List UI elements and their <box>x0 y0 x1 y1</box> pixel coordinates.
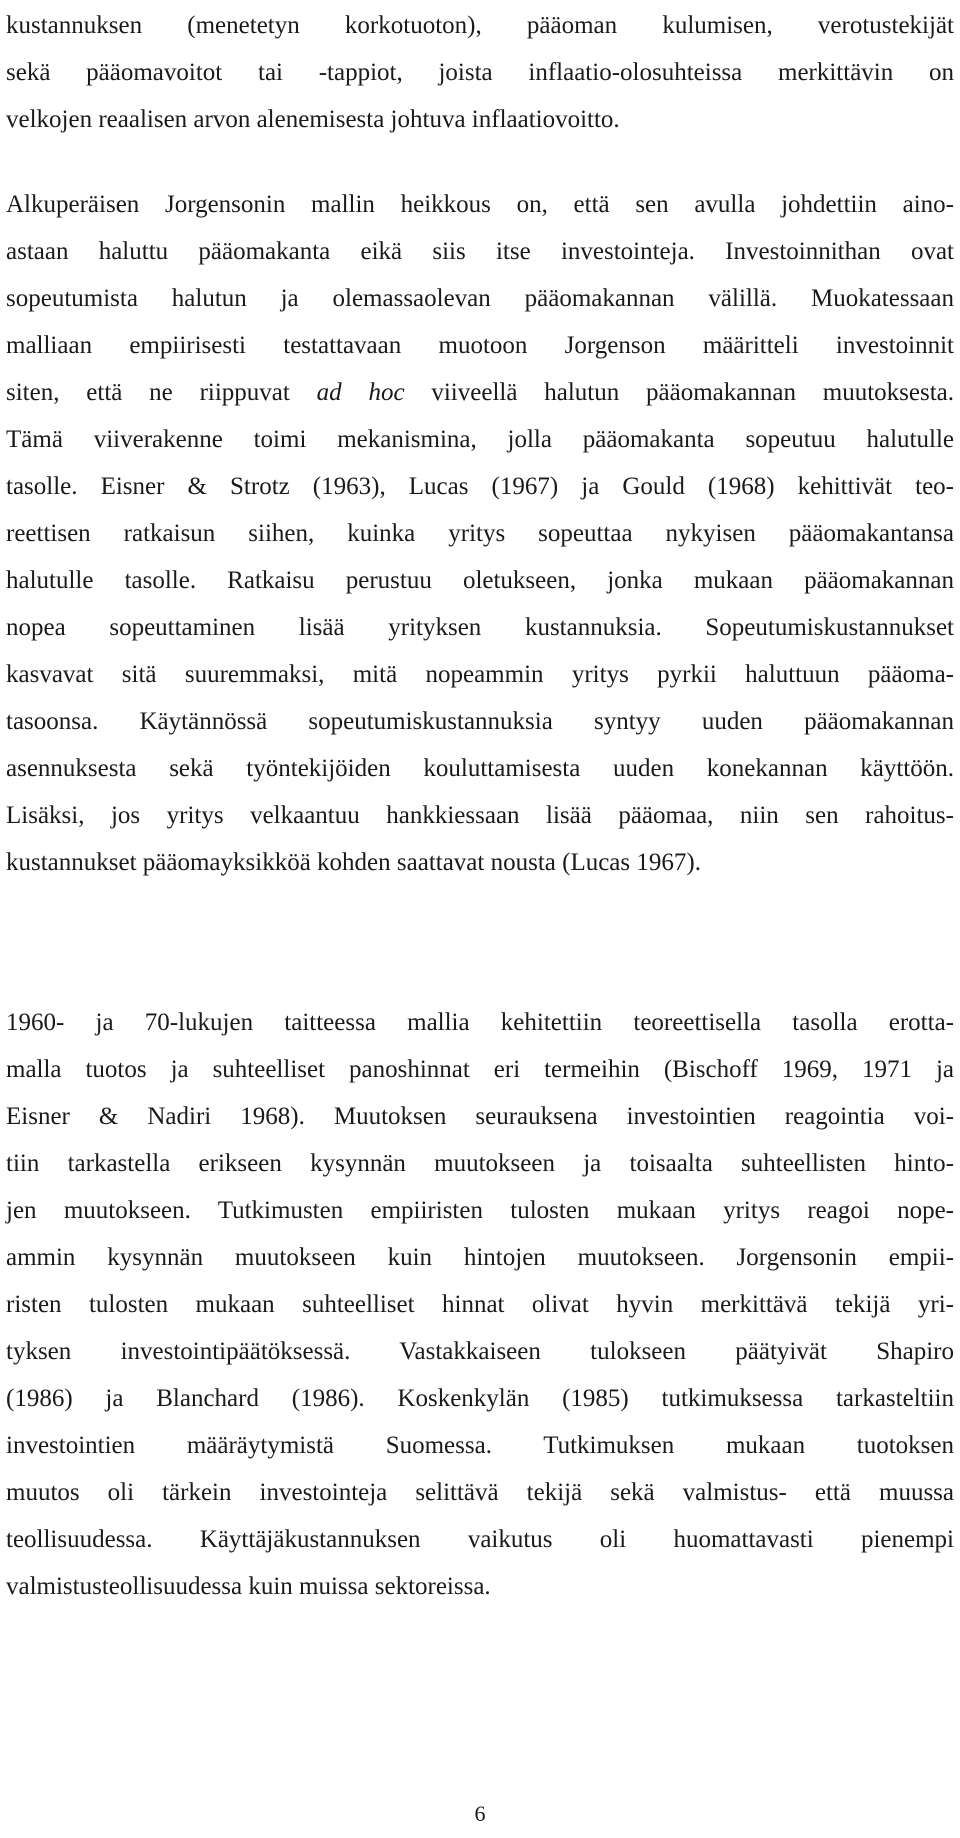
text-line: malliaan empiirisesti testattavaan muotoon Jorgenson määritteli investoinnit <box>6 332 954 359</box>
text-line: astaan haluttu pääomakanta eikä siis itse investointeja. Investoinnithan ovat <box>6 238 954 265</box>
text-line: velkojen reaalisen arvon alenemisesta johtuva inflaatiovoitto. <box>6 106 620 133</box>
text-line: Alkuperäisen Jorgensonin mallin heikkous on, että sen avulla johdettiin aino- <box>6 191 954 218</box>
text-line: jen muutokseen. Tutkimusten empiiristen tulosten mukaan yritys reagoi nope- <box>6 1197 954 1224</box>
text-line: tasolle. Eisner & Strotz (1963), Lucas (1967) ja Gould (1968) kehittivät teo- <box>6 473 954 500</box>
paragraph-capital-cost <box>6 2 954 143</box>
paragraph-1960s-development <box>6 999 954 1610</box>
text-line: sekä pääomavoitot tai -tappiot, joista inflaatio-olosuhteissa merkittävin on <box>6 59 954 86</box>
text-line: risten tulosten mukaan suhteelliset hinnat olivat hyvin merkittävä tekijä yri- <box>6 1291 954 1318</box>
text-segment: siten, että ne riippuvat <box>6 379 317 406</box>
text-line: investointien määräytymistä Suomessa. Tutkimuksen mukaan tuotoksen <box>6 1432 954 1459</box>
page-number: 6 <box>474 1801 486 1826</box>
text-line: ammin kysynnän muutokseen kuin hintojen muutokseen. Jorgensonin empii- <box>6 1244 954 1271</box>
text-line: halutulle tasolle. Ratkaisu perustuu oletukseen, jonka mukaan pääomakannan <box>6 567 954 594</box>
text-line: 1960- ja 70-lukujen taitteessa mallia kehitettiin teoreettisella tasolla erotta- <box>6 1009 954 1036</box>
text-line-with-italic <box>6 369 954 416</box>
text-line: tiin tarkastella erikseen kysynnän muutokseen ja toisaalta suhteellisten hinto- <box>6 1150 954 1177</box>
text-line: tasoonsa. Käytännössä sopeutumiskustannuksia syntyy uuden pääomakannan <box>6 708 954 735</box>
text-line: tyksen investointipäätöksessä. Vastakkaiseen tulokseen päätyivät Shapiro <box>6 1338 954 1365</box>
text-line: Tämä viiverakenne toimi mekanismina, jolla pääomakanta sopeutuu halutulle <box>6 426 954 453</box>
text-line: kasvavat sitä suuremmaksi, mitä nopeammin yritys pyrkii haluttuun pääoma- <box>6 661 954 688</box>
text-line: sopeutumista halutun ja olemassaolevan pääomakannan välillä. Muokatessaan <box>6 285 954 312</box>
text-line: kustannuksen (menetetyn korkotuoton), pääoman kulumisen, verotustekijät <box>6 12 954 39</box>
italic-phrase: ad hoc <box>316 379 405 406</box>
text-line: muutos oli tärkein investointeja selittävä tekijä sekä valmistus- että muussa <box>6 1479 954 1506</box>
text-line: valmistusteollisuudessa kuin muissa sektoreissa. <box>6 1573 491 1600</box>
paragraph-jorgenson-model <box>6 181 954 886</box>
text-segment: viiveellä halutun pääomakannan muutoksesta. <box>431 379 955 406</box>
text-line: asennuksesta sekä työntekijöiden kouluttamisesta uuden konekannan käyttöön. <box>6 755 954 782</box>
text-line: Lisäksi, jos yritys velkaantuu hankkiessaan lisää pääomaa, niin sen rahoitus- <box>6 802 954 829</box>
text-line: (1986) ja Blanchard (1986). Koskenkylän (1985) tutkimuksessa tarkasteltiin <box>6 1385 954 1412</box>
text-line: teollisuudessa. Käyttäjäkustannuksen vaikutus oli huomattavasti pienempi <box>6 1526 954 1553</box>
text-line: malla tuotos ja suhteelliset panoshinnat eri termeihin (Bischoff 1969, 1971 ja <box>6 1056 954 1083</box>
text-line: Eisner & Nadiri 1968). Muutoksen seurauksena investointien reagointia voi- <box>6 1103 954 1130</box>
text-line: reettisen ratkaisun siihen, kuinka yritys sopeuttaa nykyisen pääomakantansa <box>6 520 954 547</box>
text-line: nopea sopeuttaminen lisää yrityksen kustannuksia. Sopeutumiskustannukset <box>6 614 954 641</box>
text-line: kustannukset pääomayksikköä kohden saattavat nousta (Lucas 1967). <box>6 849 701 876</box>
